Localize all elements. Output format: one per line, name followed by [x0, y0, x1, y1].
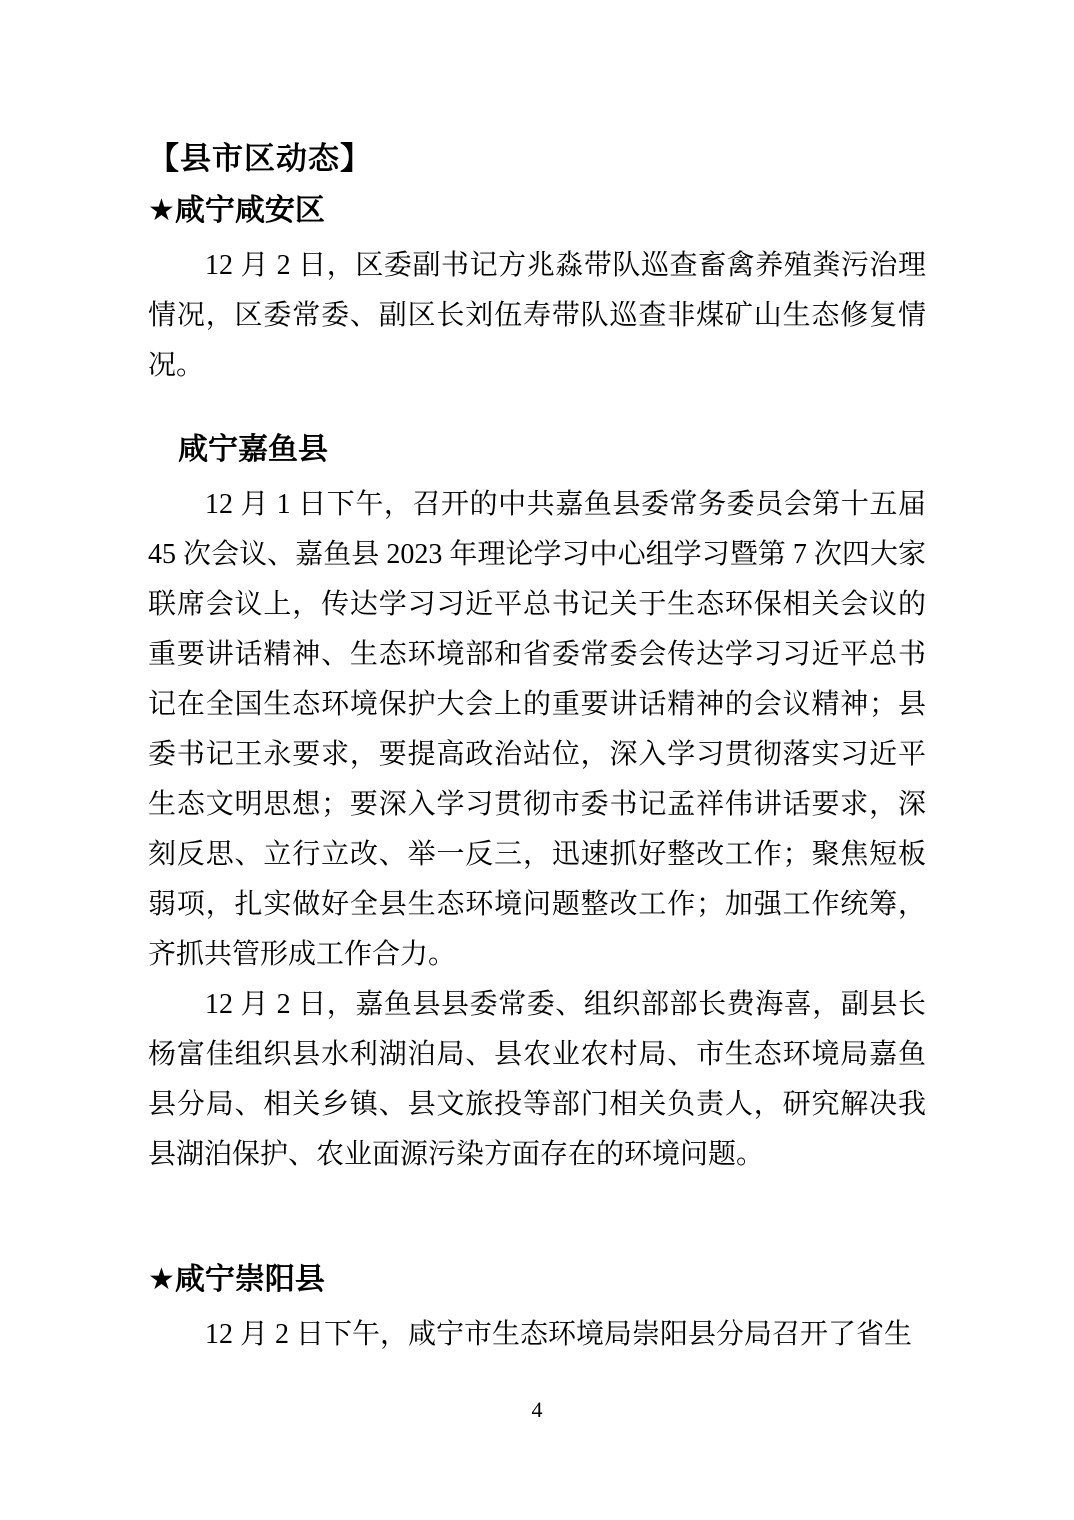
paragraph-jiayu-2: 12 月 2 日，嘉鱼县县委常委、组织部部长费海喜，副县长杨富佳组织县水利湖泊局、县农业农村局、市生态环境局嘉鱼县分局、相关乡镇、县文旅投等部门相关负责人，研究解决我县湖泊保护、农业面源污染方面存在的环境问题。: [148, 989, 926, 1170]
paragraph-xianan-1: 12 月 2 日，区委副书记方兆淼带队巡查畜禽养殖粪污治理情况，区委常委、副区长刘伍寿带队巡查非煤矿山生态修复情况。: [148, 250, 926, 381]
section-chongyang-county: [148, 1262, 926, 1360]
section-jiayu-county: [148, 432, 926, 1180]
section-xianan-district: [148, 193, 926, 391]
section-title-chongyang-county: ★咸宁崇阳县: [148, 1263, 325, 1296]
paragraph-chongyang-1: 12 月 2 日下午，咸宁市生态环境局崇阳县分局召开了省生: [205, 1319, 913, 1350]
page-title: 【县市区动态】: [148, 141, 372, 176]
document-body: [148, 141, 926, 1360]
section-title-xianan-district: ★咸宁咸安区: [148, 194, 325, 227]
page-number: 4: [531, 1397, 543, 1422]
paragraph-jiayu-1: 12 月 1 日下午，召开的中共嘉鱼县委常务委员会第十五届 45 次会议、嘉鱼县 2023 年理论学习中心组学习暨第 7 次四大家联席会议上，传达学习习近平总书记关于生态环保相关会议的重要讲话精神、生态环境部和省委常委会传达学习习近平总书记在全国生态环境保护大会上的重要讲话精神的会议精神；县委书记王永要求，要提高政治站位，深入学习贯彻落实习近平生态文明思想；要深入学习贯彻市委书记孟祥伟讲话要求，深刻反思、立行立改、举一反三，迅速抓好整改工作；聚焦短板弱项，扎实做好全县生态环境问题整改工作；加强工作统筹，齐抓共管形成工作合力。: [148, 489, 926, 970]
section-title-jiayu-county: 咸宁嘉鱼县: [178, 433, 328, 466]
